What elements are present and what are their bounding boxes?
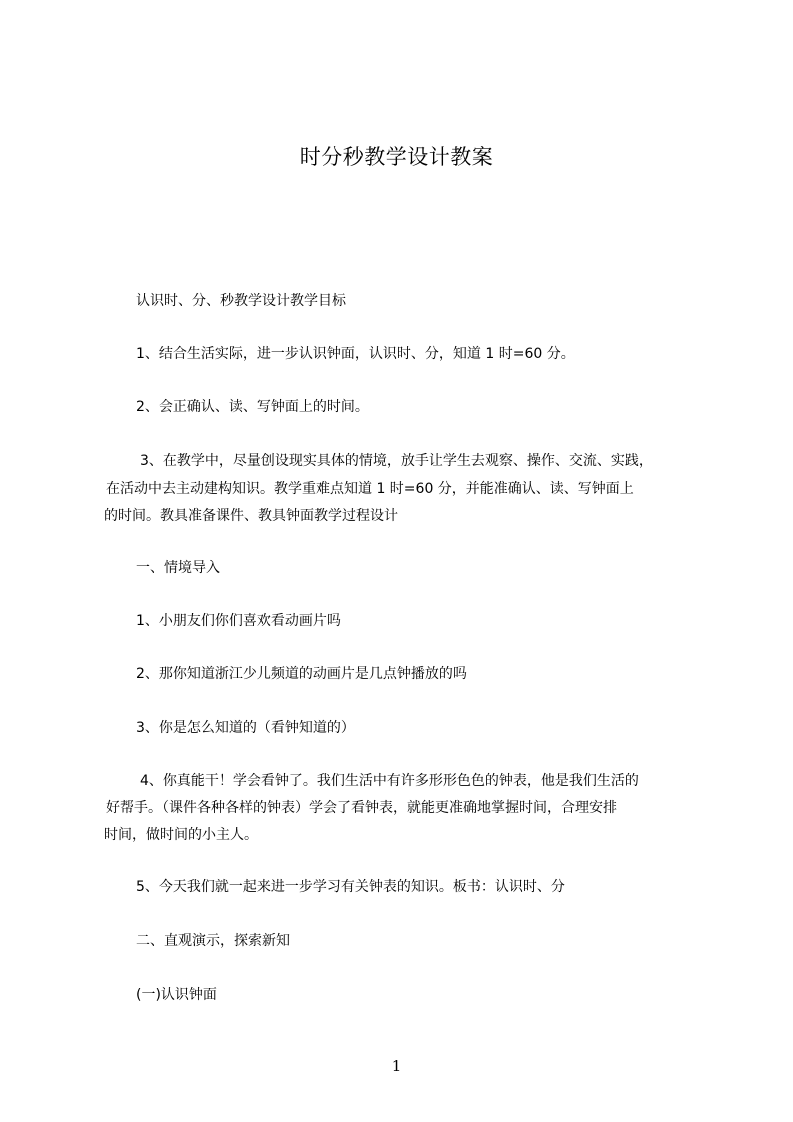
objective-3-line-3: 的时间。教具准备课件、教具钟面教学过程设计 xyxy=(104,508,398,524)
subsection-1-heading: (一)认识钟面 xyxy=(136,987,217,1003)
step-4-line-3: 时间，做时间的小主人。 xyxy=(104,827,258,843)
page-number: 1 xyxy=(391,1057,402,1075)
objective-1: 1、结合生活实际，进一步认识钟面，认识时、分，知道 1 时=60 分。 xyxy=(136,346,575,362)
objective-2: 2、会正确认、读、写钟面上的时间。 xyxy=(136,399,369,415)
objectives-heading: 认识时、分、秒教学设计教学目标 xyxy=(136,293,346,309)
section-1-heading: 一、情境导入 xyxy=(136,560,220,576)
step-5: 5、今天我们就一起来进一步学习有关钟表的知识。板书：认识时、分 xyxy=(136,879,565,895)
objective-3-line-2: 在活动中去主动建构知识。教学重难点知道 1 时=60 分，并能准确认、读、写钟面上 xyxy=(106,481,634,497)
section-2-heading: 二、直观演示，探索新知 xyxy=(136,933,290,949)
objective-3-line-1: 3、在教学中，尽量创设现实具体的情境，放手让学生去观察、操作、交流、实践， xyxy=(140,453,653,469)
step-4-line-2: 好帮手。（课件各种各样的钟表）学会了看钟表，就能更准确地掌握时间，合理安排 xyxy=(106,800,617,816)
step-1: 1、小朋友们你们喜欢看动画片吗 xyxy=(136,613,341,629)
step-2: 2、那你知道浙江少儿频道的动画片是几点钟播放的吗 xyxy=(136,666,467,682)
step-3: 3、你是怎么知道的（看钟知道的） xyxy=(136,720,355,736)
step-4-line-1: 4、你真能干！学会看钟了。我们生活中有许多形形色色的钟表，他是我们生活的 xyxy=(140,773,639,789)
document-title: 时分秒教学设计教案 xyxy=(299,145,494,169)
